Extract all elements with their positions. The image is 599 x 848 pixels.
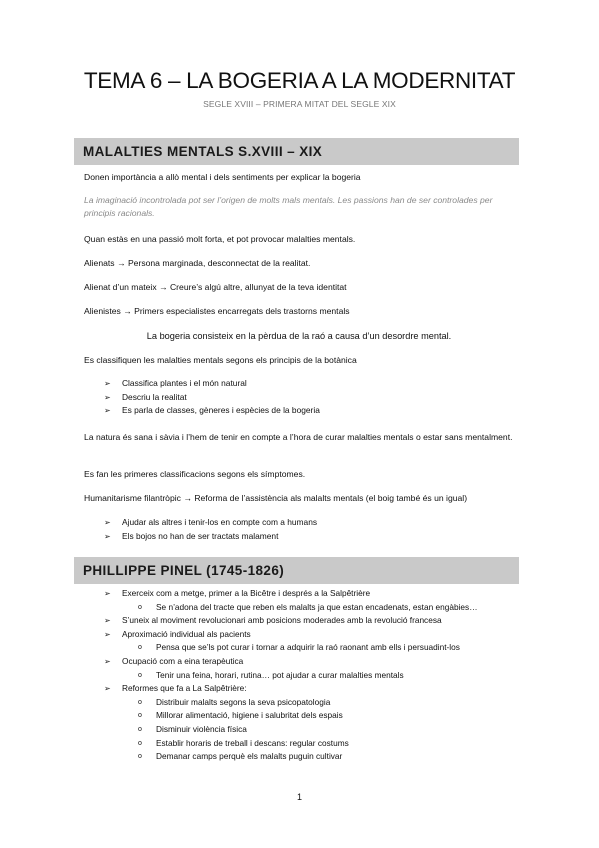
arrow-bullet-icon: ➢ <box>104 616 111 626</box>
arrow-bullet-icon: ➢ <box>104 406 111 416</box>
list-item: ➢ Ajudar als altres i tenir-los en compte com a humans <box>104 516 524 530</box>
sub-list-item: o Distribuir malalts segons la seva psicopatologia <box>104 696 524 710</box>
document-subtitle: SEGLE XVIII – PRIMERA MITAT DEL SEGLE XIX <box>203 99 396 109</box>
circle-bullet-icon: o <box>138 603 142 611</box>
list-item: ➢ Reformes que fa a La Salpêtrière: <box>104 682 524 696</box>
sub-list-item: o Millorar alimentació, higiene i salubritat dels espais <box>104 709 524 723</box>
arrow-bullet-icon: ➢ <box>104 589 111 598</box>
bullet-list-humanitarisme <box>104 516 524 543</box>
paragraph-alienats: Alienats → Persona marginada, desconnectat de la realitat. <box>84 258 311 268</box>
paragraph-alienistes: Alienistes → Primers especialistes encarregats dels trastorns mentals <box>84 306 350 316</box>
arrow-bullet-icon: ➢ <box>104 518 111 527</box>
arrow-bullet-icon: ➢ <box>104 392 111 402</box>
section-heading-malalties-mentals: MALALTIES MENTALS S.XVIII – XIX <box>74 138 519 165</box>
arrow-bullet-icon: ➢ <box>104 684 111 694</box>
list-item: ➢ Aproximació individual als pacients <box>104 628 524 642</box>
circle-bullet-icon: o <box>138 739 142 747</box>
list-item: ➢ S’uneix al moviment revolucionari amb posicions moderades amb la revolució francesa <box>104 614 524 628</box>
sub-list-item: o Se n’adona del tracte que reben els malalts ja que estan encadenats, estan engàbies… <box>104 601 524 615</box>
circle-bullet-icon: o <box>138 725 142 733</box>
list-item: ➢ Es parla de classes, gèneres i espècies de la bogeria <box>104 404 524 418</box>
sub-list-item: o Demanar camps perquè els malalts puguin cultivar <box>104 750 524 764</box>
circle-bullet-icon: o <box>138 644 142 652</box>
sub-list-item: o Pensa que se’ls pot curar i tornar a adquirir la raó raonant amb ells i persuadint-los <box>104 641 524 655</box>
arrow-bullet-icon: ➢ <box>104 656 111 666</box>
list-item: ➢ Classifica plantes i el món natural <box>104 377 524 391</box>
paragraph-alienat-mateix: Alienat d’un mateix → Creure’s algú altre, allunyat de la teva identitat <box>84 282 347 292</box>
centered-statement: La bogeria consisteix en la pèrdua de la raó a causa d’un desordre mental. <box>146 331 452 341</box>
arrow-bullet-icon: ➢ <box>104 629 111 639</box>
sub-list-item: o Establir horaris de treball i descans: regular costums <box>104 737 524 751</box>
circle-bullet-icon: o <box>138 753 142 761</box>
paragraph: Es classifiquen les malalties mentals segons els principis de la botànica <box>84 355 357 365</box>
list-item: ➢ Exerceix com a metge, primer a la Bicêtre i després a la Salpêtrière <box>104 587 524 601</box>
arrow-bullet-icon: ➢ <box>104 379 111 388</box>
circle-bullet-icon: o <box>138 671 142 679</box>
section-heading-pinel: PHILLIPPE PINEL (1745-1826) <box>74 557 519 584</box>
paragraph-humanitarisme: Humanitarisme filantròpic → Reforma de l’assistència als malalts mentals (el boig també és un igual) <box>84 493 468 503</box>
bullet-list-botanica <box>104 377 524 418</box>
circle-bullet-icon: o <box>138 698 142 706</box>
document-title: TEMA 6 – LA BOGERIA A LA MODERNITAT <box>83 68 516 93</box>
list-item: ➢ Els bojos no han de ser tractats malament <box>104 530 524 544</box>
list-item: ➢ Ocupació com a eina terapèutica <box>104 655 524 669</box>
sub-list-item: o Disminuir violència física <box>104 723 524 737</box>
circle-bullet-icon: o <box>138 712 142 720</box>
paragraph: Donen importància a allò mental i dels sentiments per explicar la bogeria <box>84 172 361 182</box>
page-number: 1 <box>296 792 302 802</box>
list-item: ➢ Descriu la realitat <box>104 391 524 405</box>
paragraph: La natura és sana i sàvia i l’hem de tenir en compte a l’hora de curar malalties mentals o estar sans mentalment. <box>84 432 513 442</box>
italic-paragraph: La imaginació incontrolada pot ser l’origen de molts mals mentals. Les passions han de ser controlades per principis racionals. <box>84 195 493 218</box>
paragraph: Es fan les primeres classificacions segons els símptomes. <box>84 469 306 479</box>
bullet-list-pinel <box>104 587 524 764</box>
arrow-bullet-icon: ➢ <box>104 531 111 541</box>
sub-list-item: o Tenir una feina, horari, rutina… pot ajudar a curar malalties mentals <box>104 669 524 683</box>
paragraph: Quan estàs en una passió molt forta, et pot provocar malalties mentals. <box>84 234 356 244</box>
